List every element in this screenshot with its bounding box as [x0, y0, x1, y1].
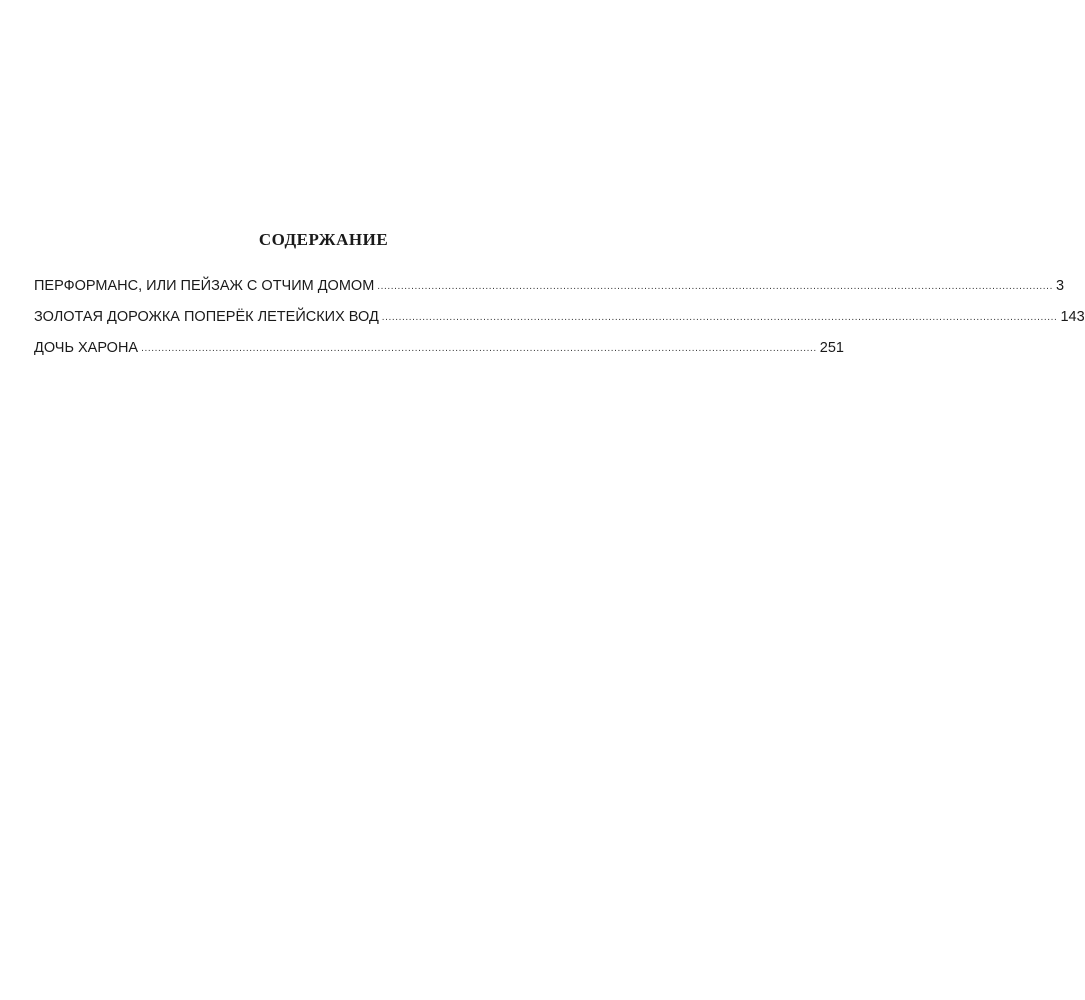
dot-leader: ........................................................................................................................................................................................................: [141, 343, 817, 354]
toc-entry-title: ДОЧЬ ХАРОНА: [34, 340, 139, 356]
toc-entry: [34, 307, 1085, 338]
toc-entry: [34, 338, 844, 369]
dot-leader: ........................................................................................................................................................................................................: [381, 312, 1058, 323]
dot-leader: ........................................................................................................................................................................................................: [377, 281, 1053, 292]
toc-page-number: 3: [1055, 278, 1065, 294]
toc-entry-title: ЗОЛОТАЯ ДОРОЖКА ПОПЕРЁК ЛЕТЕЙСКИХ ВОД: [34, 309, 379, 325]
toc-heading: СОДЕРЖАНИЕ: [258, 230, 389, 249]
toc-entry: [34, 276, 1065, 307]
toc-page-number: 251: [819, 340, 844, 356]
toc-page-number: 143: [1060, 309, 1085, 325]
toc-entry-title: ПЕРФОРМАНС, ИЛИ ПЕЙЗАЖ С ОТЧИМ ДОМОМ: [34, 278, 375, 294]
toc-list: [34, 276, 1085, 369]
